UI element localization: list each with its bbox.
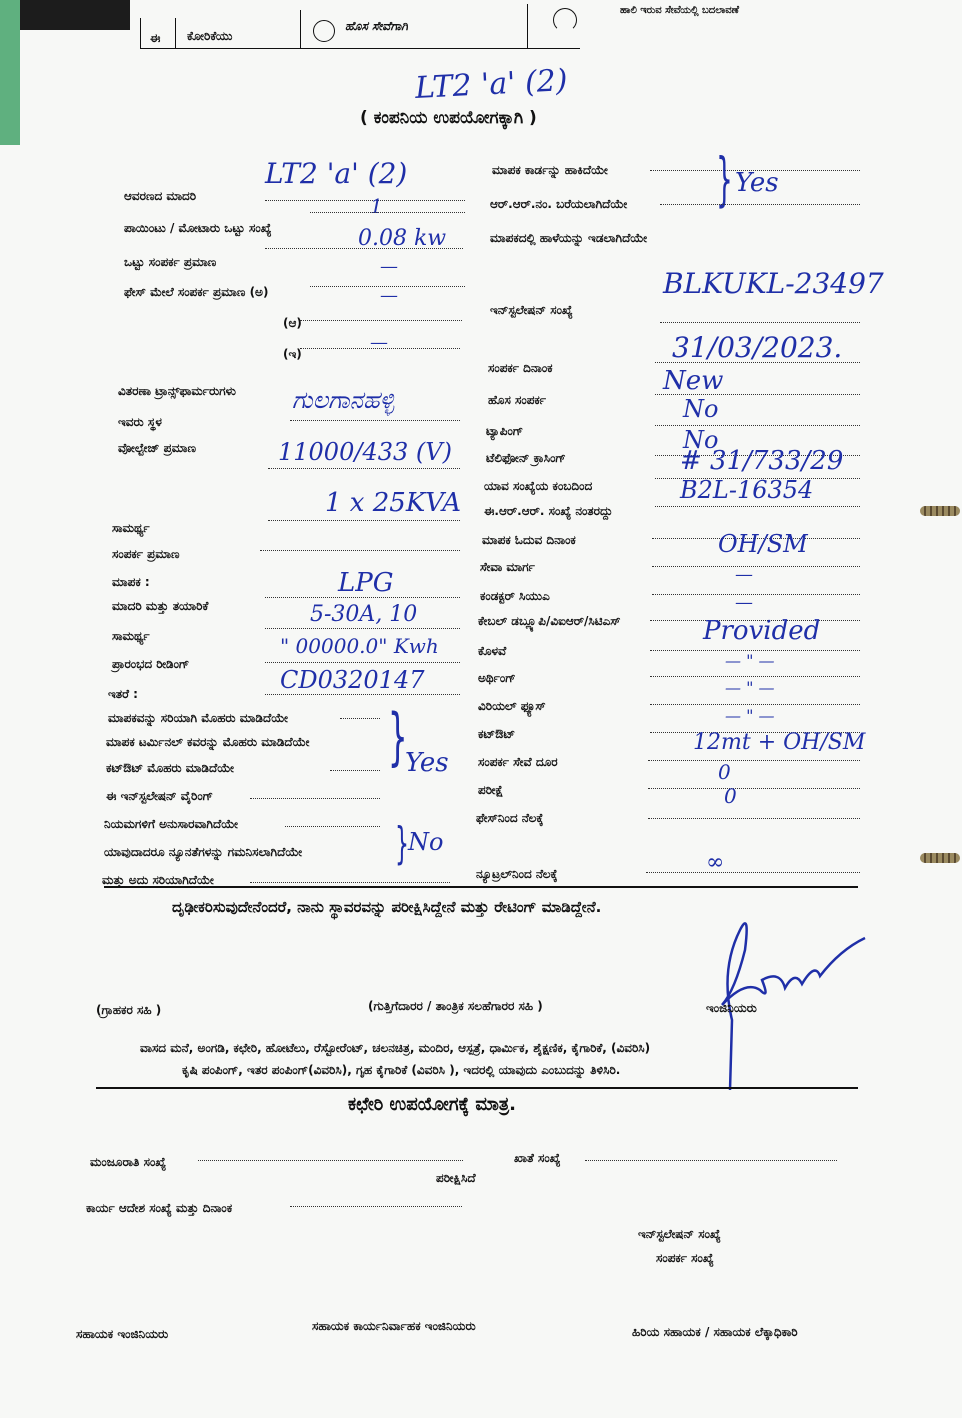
- field-label: ಕೇಬಲ್ ಡಬ್ಲ್ಯೂಪಿ/ವಿಐಆರ್/ಸಿಟಿಎಸ್: [478, 614, 621, 628]
- field-label: ವಿತರಣಾ ಟ್ರಾನ್ಸ್‌ಫಾರ್ಮರುಗಳು: [118, 384, 236, 398]
- field-label: (ಇ): [283, 347, 302, 361]
- field-label: ಫೇಸ್ ಮೇಲೆ ಸಂಪರ್ಕ ಪ್ರಮಾಣ (ಅ): [124, 285, 269, 299]
- header-divider: [527, 4, 528, 48]
- header-item1-label: ಕೋರಿಕೆಯು: [187, 29, 233, 43]
- form-code: LT2 'a' (2): [414, 63, 569, 106]
- check-label: ಮಾಪಕವನ್ನು ಸರಿಯಾಗಿ ಮೊಹರು ಮಾಡಿದೆಯೇ: [108, 711, 288, 725]
- field-value: — " —: [725, 651, 775, 670]
- field-label: ಅರ್ಥಿಂಗ್: [478, 671, 516, 685]
- field-label: ಫೇಸ್‌ನಿಂದ ನೆಲಕ್ಕೆ: [476, 811, 544, 825]
- field-value: " 00000.0" Kwh: [280, 634, 439, 658]
- check-label: ಮತ್ತು ಅದು ಸರಿಯಾಗಿದೆಯೇ: [102, 873, 214, 887]
- usage-line-1: ವಾಸದ ಮನೆ, ಅಂಗಡಿ, ಕಛೇರಿ, ಹೋಟೆಲು, ರೆಸ್ಟೋರೆಂಟ್, ಚಲನಚಿತ್ರ, ಮಂದಿರ, ಆಸ್ಪತ್ರೆ, ಧಾರ್ಮಿಕ, ಶೈಕ್ಷಣಿಕ, ಕೈಗಾರಿಕೆ, (ವಿವರಿಸಿ): [140, 1041, 651, 1055]
- field-label: ಪ್ರಾರಂಭದ ರೀಡಿಂಗ್: [112, 657, 190, 671]
- fill-line: [660, 322, 860, 323]
- field-label: ಮಾದರಿ ಮತ್ತು ತಯಾರಿಕೆ: [112, 599, 209, 613]
- fill-line: [648, 760, 860, 761]
- header-divider: [140, 18, 141, 48]
- field-label: ಹೊಸ ಸಂಪರ್ಕ: [488, 393, 546, 407]
- field-label: ವಿರಿಯಲ್ ಫ್ಯೂಸ್: [478, 699, 546, 713]
- field-value: LPG: [338, 568, 394, 598]
- sanction-no-label: ಮಂಜೂರಾತಿ ಸಂಖ್ಯೆ: [90, 1155, 167, 1169]
- fill-line: [265, 597, 460, 598]
- fill-line: [650, 704, 860, 705]
- field-label: ಮಾಪಕ :: [112, 575, 150, 589]
- header-rule: [140, 48, 580, 49]
- section-rule: [96, 1087, 858, 1089]
- field-label: ನ್ಯೂಟ್ರಲ್‌ನಿಂದ ನೆಲಕ್ಕೆ: [476, 867, 558, 881]
- subtitle: ( ಕಂಪನಿಯ ಉಪಯೋಗಕ್ಕಾಗಿ ): [360, 108, 537, 128]
- field-value: 11000/433 (V): [278, 438, 452, 466]
- field-label: ಸಾಮರ್ಥ್ಯ: [112, 629, 150, 643]
- fill-line: [585, 1160, 837, 1161]
- fill-line: [265, 628, 460, 629]
- field-value: ಗುಲಗಾನಹಳ್ಳಿ: [292, 386, 395, 414]
- field-value: 31/03/2023.: [672, 331, 843, 364]
- check-label: ಯಾವುದಾದರೂ ನ್ಯೂನತೆಗಳನ್ನು ಗಮನಿಸಲಾಗಿದೆಯೇ: [104, 845, 303, 859]
- field-value: 0: [718, 760, 731, 784]
- field-value: — " —: [725, 706, 775, 725]
- field-value: —: [735, 592, 753, 613]
- header-divider: [300, 10, 301, 48]
- customer-signature-label: (ಗ್ರಾಹಕರ ಸಹಿ ): [96, 1003, 162, 1017]
- binder-ring-icon: [920, 853, 960, 863]
- field-value: 0.08 kw: [358, 226, 447, 251]
- field-label: ಕಟ್‌ಔಟ್: [478, 727, 516, 741]
- field-label: ಮಾಪಕದಲ್ಲಿ ಹಾಳೆಯನ್ನು ಇಡಲಾಗಿದೆಯೇ: [490, 231, 648, 245]
- section-rule: [104, 886, 858, 888]
- fill-line: [648, 788, 860, 789]
- field-value: Yes: [735, 168, 779, 198]
- field-value: —: [380, 256, 398, 277]
- field-label: ಸಂಪರ್ಕ ಸೇವೆ ದೂರ: [478, 755, 558, 769]
- brace-icon: }: [395, 818, 409, 869]
- check-label: ಮಾಪಕ ಟರ್ಮಿನಲ್ ಕವರನ್ನು ಮೊಹರು ಮಾಡಿದೆಯೇ: [106, 735, 310, 749]
- header-item2-label: ಹೊಸ ಸೇವೆಗಾಗಿ: [345, 19, 408, 33]
- field-label: ಇವರು ಸ್ಥಳ: [118, 415, 162, 429]
- fill-line: [250, 798, 380, 799]
- brace-icon: }: [387, 700, 408, 773]
- check-label: ಕಟ್‌ಔಟ್ ಮೊಹರು ಮಾಡಿದೆಯೇ: [106, 761, 234, 775]
- field-value: No: [683, 426, 719, 454]
- fill-line: [290, 420, 460, 421]
- binder-ring-icon: [920, 506, 960, 516]
- field-label: ಕಂಡಕ್ಟರ್ ಸಿಯುಎ: [480, 589, 550, 603]
- fill-line: [652, 594, 860, 595]
- field-value: OH/SM: [718, 530, 808, 558]
- installation-no-label: ಇನ್‌ಸ್ಟಲೇಷನ್ ಸಂಖ್ಯೆ: [638, 1227, 721, 1241]
- field-value: 5-30A, 10: [310, 602, 418, 627]
- field-label: ಒಟ್ಟು ಸಂಪರ್ಕ ಪ್ರಮಾಣ: [124, 255, 217, 269]
- senior-asst-label: ಹಿರಿಯ ಸಹಾಯಕ / ಸಹಾಯಕ ಲೆಕ್ಕಾಧಿಕಾರಿ: [632, 1325, 798, 1339]
- field-value: ∞: [706, 850, 725, 875]
- field-value: BLKUKL-23497: [663, 267, 884, 300]
- field-label: ಯಾವ ಸಂಖ್ಯೆಯ ಕಂಬದಿಂದ: [484, 479, 593, 493]
- field-value: — " —: [725, 678, 775, 697]
- field-label: ಕೊಳವೆ: [478, 644, 507, 658]
- field-value: New: [663, 366, 724, 396]
- field-value: Provided: [703, 616, 821, 646]
- field-value: 0: [724, 784, 737, 808]
- header-divider: [175, 18, 176, 48]
- fill-line: [268, 520, 460, 521]
- background-green-edge: [0, 0, 20, 145]
- account-no-label: ಖಾತೆ ಸಂಖ್ಯೆ: [514, 1151, 561, 1165]
- brace-icon: }: [716, 145, 733, 213]
- field-label: ವೋಲ್ಟೇಜ್ ಪ್ರಮಾಣ: [118, 441, 196, 455]
- work-order-label: ಕಾರ್ಯ ಆದೇಶ ಸಂಖ್ಯೆ ಮತ್ತು ದಿನಾಂಕ: [86, 1201, 233, 1215]
- fill-line: [650, 676, 860, 677]
- field-label: ಇತರೆ :: [108, 687, 138, 701]
- fill-line: [300, 348, 460, 349]
- field-value: LT2 'a' (2): [265, 157, 408, 190]
- field-label: ಆರ್.ಆರ್.ನಂ. ಬರೆಯಲಾಗಿದೆಯೇ: [490, 197, 628, 211]
- asst-engineer-label: ಸಹಾಯಕ ಇಂಜಿನಿಯರು: [76, 1327, 169, 1341]
- field-label: ಮಾಪಕ ಓದುವ ದಿನಾಂಕ: [482, 533, 576, 547]
- fill-line: [655, 506, 860, 507]
- field-label: ಸಾಮರ್ಥ್ಯ: [112, 521, 150, 535]
- field-value: # 31/733/29: [680, 446, 844, 476]
- field-label: ಮಾಪಕ ಕಾರ್ಡನ್ನು ಹಾಕಿದೆಯೇ: [492, 163, 608, 177]
- field-value: CD0320147: [280, 666, 425, 694]
- fill-line: [340, 718, 380, 719]
- fill-line: [198, 1160, 463, 1161]
- fill-line: [260, 550, 460, 551]
- field-label: ಆವರಣದ ಮಾದರಿ: [124, 189, 197, 203]
- fill-line: [310, 212, 465, 213]
- check-label: ನಿಯಮಗಳಿಗೆ ಅನುಸಾರವಾಗಿದೆಯೇ: [104, 817, 238, 831]
- field-value: No: [683, 395, 719, 423]
- field-label: ಟೆಲಿಫೋನ್ ಕ್ರಾಸಿಂಗ್: [486, 451, 566, 465]
- fill-line: [660, 204, 860, 205]
- header-item3-label: ಹಾಲಿ ಇರುವ ಸೇವೆಯಲ್ಲಿ ಬದಲಾವಣೆ: [620, 5, 739, 16]
- fill-line: [265, 200, 465, 201]
- field-value: —: [370, 332, 388, 353]
- usage-line-2: ಕೃಷಿ ಪಂಪಿಂಗ್, ಇತರ ಪಂಪಿಂಗ್(ವಿವರಿಸಿ), ಗೃಹ ಕೈಗಾರಿಕೆ (ವಿವರಿಸಿ ), ಇದರಲ್ಲಿ ಯಾವುದು ಎಂಬುದನ್ನು ತಿಳಿಸಿರಿ.: [182, 1063, 621, 1077]
- fill-line: [290, 1206, 462, 1207]
- header-marker: ಈ: [150, 31, 161, 45]
- field-value: 12mt + OH/SM: [693, 730, 866, 755]
- field-label: ಸಂಪರ್ಕ ಪ್ರಮಾಣ: [112, 547, 180, 561]
- fill-line: [265, 694, 460, 695]
- fill-line: [268, 468, 460, 469]
- checks-no-value: No: [408, 828, 444, 856]
- checks-yes-value: Yes: [405, 748, 449, 778]
- field-value: —: [380, 285, 398, 306]
- fill-line: [250, 882, 450, 883]
- fill-line: [265, 248, 463, 249]
- field-label: ಸೇವಾ ಮಾರ್ಗ: [480, 560, 535, 574]
- field-value: B2L-16354: [680, 476, 814, 504]
- field-label: ಪಾಯಿಂಟು / ಮೋಟಾರು ಒಟ್ಟು ಸಂಖ್ಯೆ: [124, 221, 272, 235]
- certification-text: ದೃಢೀಕರಿಸುವುದೇನೆಂದರೆ, ನಾನು ಸ್ಥಾವರವನ್ನು ಪರೀಕ್ಷಿಸಿದ್ದೇನೆ ಮತ್ತು ರೇಟಿಂಗ್ ಮಾಡಿದ್ದೇನೆ.: [172, 898, 602, 916]
- fill-line: [285, 826, 380, 827]
- new-service-checkbox[interactable]: [313, 20, 335, 42]
- field-label: ಸಂಪರ್ಕ ದಿನಾಂಕ: [488, 361, 553, 375]
- fill-line: [655, 362, 860, 363]
- field-value: 1: [370, 194, 383, 218]
- fill-line: [300, 320, 462, 321]
- field-value: —: [735, 564, 753, 585]
- fill-line: [330, 770, 380, 771]
- field-value: 1 x 25KVA: [325, 488, 462, 518]
- field-label: ಈ.ಆರ್.ಆರ್. ಸಂಖ್ಯೆ ನಂತರದ್ದು: [484, 504, 613, 518]
- engineer-signature-label: ಇಂಜಿನಿಯರು: [706, 1001, 757, 1015]
- fill-line: [646, 872, 860, 873]
- field-label: ಟ್ಯಾಪಿಂಗ್: [486, 424, 524, 438]
- fill-line: [652, 566, 860, 567]
- field-label: (ಆ): [283, 316, 302, 330]
- fill-line: [265, 662, 460, 663]
- checked-label: ಪರೀಕ್ಷಿಸಿದೆ: [436, 1171, 476, 1185]
- connection-no-label: ಸಂಪರ್ಕ ಸಂಖ್ಯೆ: [656, 1251, 714, 1265]
- field-label: ಪರೀಕ್ಷೆ: [478, 783, 504, 797]
- contractor-signature-label: (ಗುತ್ತಿಗೆದಾರರ / ತಾಂತ್ರಿಕ ಸಲಹೆಗಾರರ ಸಹಿ ): [368, 999, 543, 1013]
- fill-line: [648, 818, 860, 819]
- change-service-checkbox[interactable]: [553, 8, 577, 32]
- office-use-title: ಕಛೇರಿ ಉಪಯೋಗಕ್ಕೆ ಮಾತ್ರ.: [348, 1094, 516, 1115]
- field-label: ಇನ್‌ಸ್ಟಲೇಷನ್ ಸಂಖ್ಯೆ: [490, 303, 573, 317]
- asst-exec-engineer-label: ಸಹಾಯಕ ಕಾರ್ಯನಿರ್ವಾಹಕ ಇಂಜಿನಿಯರು: [312, 1319, 476, 1333]
- check-label: ಈ ಇನ್‌ಸ್ಟಲೇಷನ್ ವೈರಿಂಗ್: [106, 789, 214, 803]
